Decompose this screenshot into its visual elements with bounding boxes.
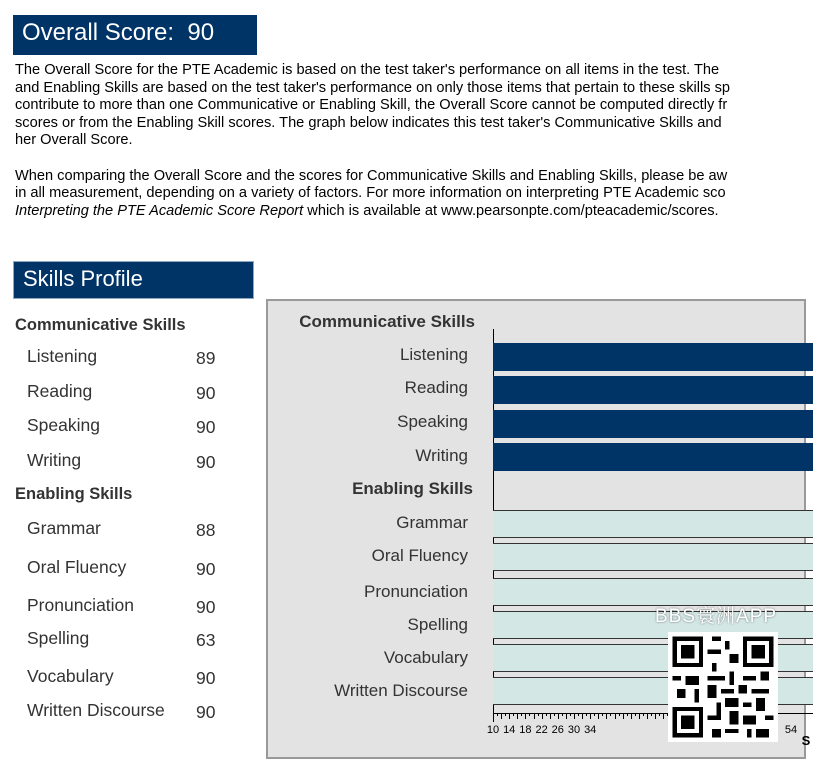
- x-tick: [570, 713, 571, 716]
- skill-name: Pronunciation: [27, 595, 135, 615]
- skill-name: Written Discourse: [27, 700, 165, 720]
- x-tick: [513, 713, 514, 716]
- x-tick: [655, 713, 656, 719]
- skill-name: Speaking: [27, 415, 100, 435]
- skills-profile-banner: Skills Profile: [13, 261, 254, 299]
- x-tick: [594, 713, 595, 716]
- x-tick: [566, 713, 567, 719]
- x-tick: [538, 713, 539, 716]
- chart-category-label: Writing: [415, 446, 468, 465]
- communicative-skills-heading: Communicative Skills: [15, 316, 186, 334]
- skill-row-vocabulary: [27, 666, 227, 687]
- skill-row-oral-fluency: [27, 557, 227, 578]
- intro-text: [15, 62, 835, 238]
- x-axis-title-fragment: S: [801, 733, 811, 748]
- skill-score: 90: [196, 559, 216, 579]
- x-tick-label: 18: [519, 724, 532, 736]
- x-tick: [635, 713, 636, 716]
- skill-name: Vocabulary: [27, 666, 114, 686]
- skill-row-pronunciation: [27, 595, 227, 616]
- x-tick: [493, 713, 494, 719]
- intro-line: The Overall Score for the PTE Academic is based on the test taker's performance on all items in the test. The: [15, 62, 720, 78]
- skill-name: Writing: [27, 450, 82, 470]
- enabling-skills-heading: Enabling Skills: [15, 485, 133, 503]
- skill-row-reading: [27, 381, 227, 402]
- x-tick-label: 10: [486, 724, 500, 736]
- x-tick: [546, 713, 547, 716]
- x-tick: [525, 713, 526, 719]
- x-tick: [651, 713, 652, 716]
- intro-line: her Overall Score.: [15, 132, 133, 148]
- skill-row-grammar: [27, 518, 227, 539]
- skill-score: 90: [196, 668, 216, 688]
- x-tick-label: 14: [503, 724, 516, 736]
- chart-category-label: Speaking: [397, 412, 468, 431]
- x-tick-label: 54: [784, 724, 798, 736]
- x-tick: [529, 713, 530, 716]
- x-tick-label: 26: [551, 724, 564, 736]
- overall-score-value: 90: [187, 19, 215, 46]
- x-tick: [550, 713, 551, 719]
- skill-score: 90: [196, 383, 216, 403]
- chart-bar-speaking: [493, 410, 813, 438]
- x-tick: [542, 713, 543, 719]
- x-tick: [623, 713, 624, 719]
- x-tick: [590, 713, 591, 719]
- skill-name: Listening: [27, 346, 98, 366]
- skill-score: 90: [196, 597, 216, 617]
- x-tick: [517, 713, 518, 719]
- x-tick: [659, 713, 660, 716]
- x-tick: [586, 713, 587, 716]
- skill-row-speaking: [27, 415, 227, 436]
- x-tick: [647, 713, 648, 719]
- x-tick: [574, 713, 575, 719]
- chart-category-label: Reading: [404, 378, 468, 397]
- skill-name: Reading: [27, 381, 93, 401]
- skill-row-spelling: [27, 628, 227, 649]
- x-tick: [598, 713, 599, 719]
- intro-line: When comparing the Overall Score and the scores for Communicative Skills and Enabling Skills, please be aw: [15, 167, 728, 184]
- x-tick: [509, 713, 510, 719]
- skill-name: Oral Fluency: [27, 557, 127, 577]
- x-tick: [497, 713, 498, 716]
- chart-bar-oral-fluency: [493, 543, 813, 571]
- x-tick: [562, 713, 563, 716]
- chart-bar-reading: [493, 376, 813, 404]
- x-tick: [534, 713, 535, 719]
- x-tick: [615, 713, 616, 719]
- x-tick: [558, 713, 559, 719]
- chart-bar-writing: [493, 443, 813, 471]
- skill-score: 90: [196, 452, 216, 472]
- x-tick: [578, 713, 579, 716]
- x-tick: [627, 713, 628, 716]
- x-tick: [639, 713, 640, 719]
- skill-score: 90: [196, 417, 216, 437]
- overall-score-banner: [13, 15, 257, 55]
- intro-line: contribute to more than one Communicative or Enabling Skill, the Overall Score cannot be computed directly fr: [15, 97, 728, 113]
- skill-score: 63: [196, 630, 216, 650]
- x-tick-label: 34: [584, 724, 597, 736]
- x-tick: [521, 713, 522, 716]
- x-tick: [505, 713, 506, 716]
- x-tick: [631, 713, 632, 719]
- x-tick: [643, 713, 644, 716]
- chart-bar-listening: [493, 343, 813, 371]
- chart-category-label: Vocabulary: [383, 648, 468, 667]
- skill-score: 88: [196, 520, 216, 540]
- intro-line: in all measurement, depending on a variety of factors. For more information on interpreting PTE Academic sco: [15, 185, 726, 201]
- x-tick: [501, 713, 502, 719]
- skill-name: Spelling: [27, 628, 90, 648]
- chart-group-label-communicative: Communicative Skills: [299, 312, 475, 331]
- chart-category-label: Spelling: [407, 615, 468, 634]
- skill-score: 90: [196, 702, 216, 722]
- x-tick: [663, 713, 664, 719]
- chart-category-label: Listening: [399, 345, 468, 364]
- intro-line: and Enabling Skills are based on the test taker's performance on only those items that pertain to these skills sp: [15, 79, 731, 96]
- x-tick-label: 30: [567, 724, 581, 736]
- overall-score-label: Overall Score:: [22, 19, 175, 46]
- skill-row-written-discourse: [27, 700, 227, 721]
- skill-row-writing: [27, 450, 227, 471]
- intro-paragraph-1: [15, 62, 835, 150]
- chart-category-label: Written Discourse: [334, 681, 468, 700]
- x-tick-label: 22: [535, 724, 548, 736]
- skill-name: Grammar: [27, 518, 101, 538]
- x-tick: [619, 713, 620, 716]
- intro-line: scores or from the Enabling Skill scores. The graph below indicates this test taker's Communicative Skills and: [15, 114, 722, 131]
- report-title-reference: Interpreting the PTE Academic Score Report: [15, 202, 304, 219]
- watermark-text: BBS寰洲APP: [655, 606, 778, 627]
- skill-score: 89: [196, 348, 216, 368]
- x-tick: [606, 713, 607, 719]
- x-tick: [610, 713, 611, 716]
- chart-category-label: Oral Fluency: [371, 546, 468, 565]
- chart-category-label: Pronunciation: [364, 582, 468, 601]
- intro-line: which is available at www.pearsonpte.com/pteacademic/scores.: [303, 202, 719, 219]
- intro-paragraph-2: [15, 168, 835, 221]
- chart-category-label: Grammar: [396, 513, 468, 532]
- x-tick: [554, 713, 555, 716]
- chart-group-label-enabling: Enabling Skills: [352, 479, 473, 498]
- x-tick: [602, 713, 603, 716]
- chart-bar-grammar: [493, 510, 813, 538]
- skill-row-listening: [27, 346, 227, 367]
- qr-code-image: [668, 632, 778, 742]
- x-tick: [582, 713, 583, 719]
